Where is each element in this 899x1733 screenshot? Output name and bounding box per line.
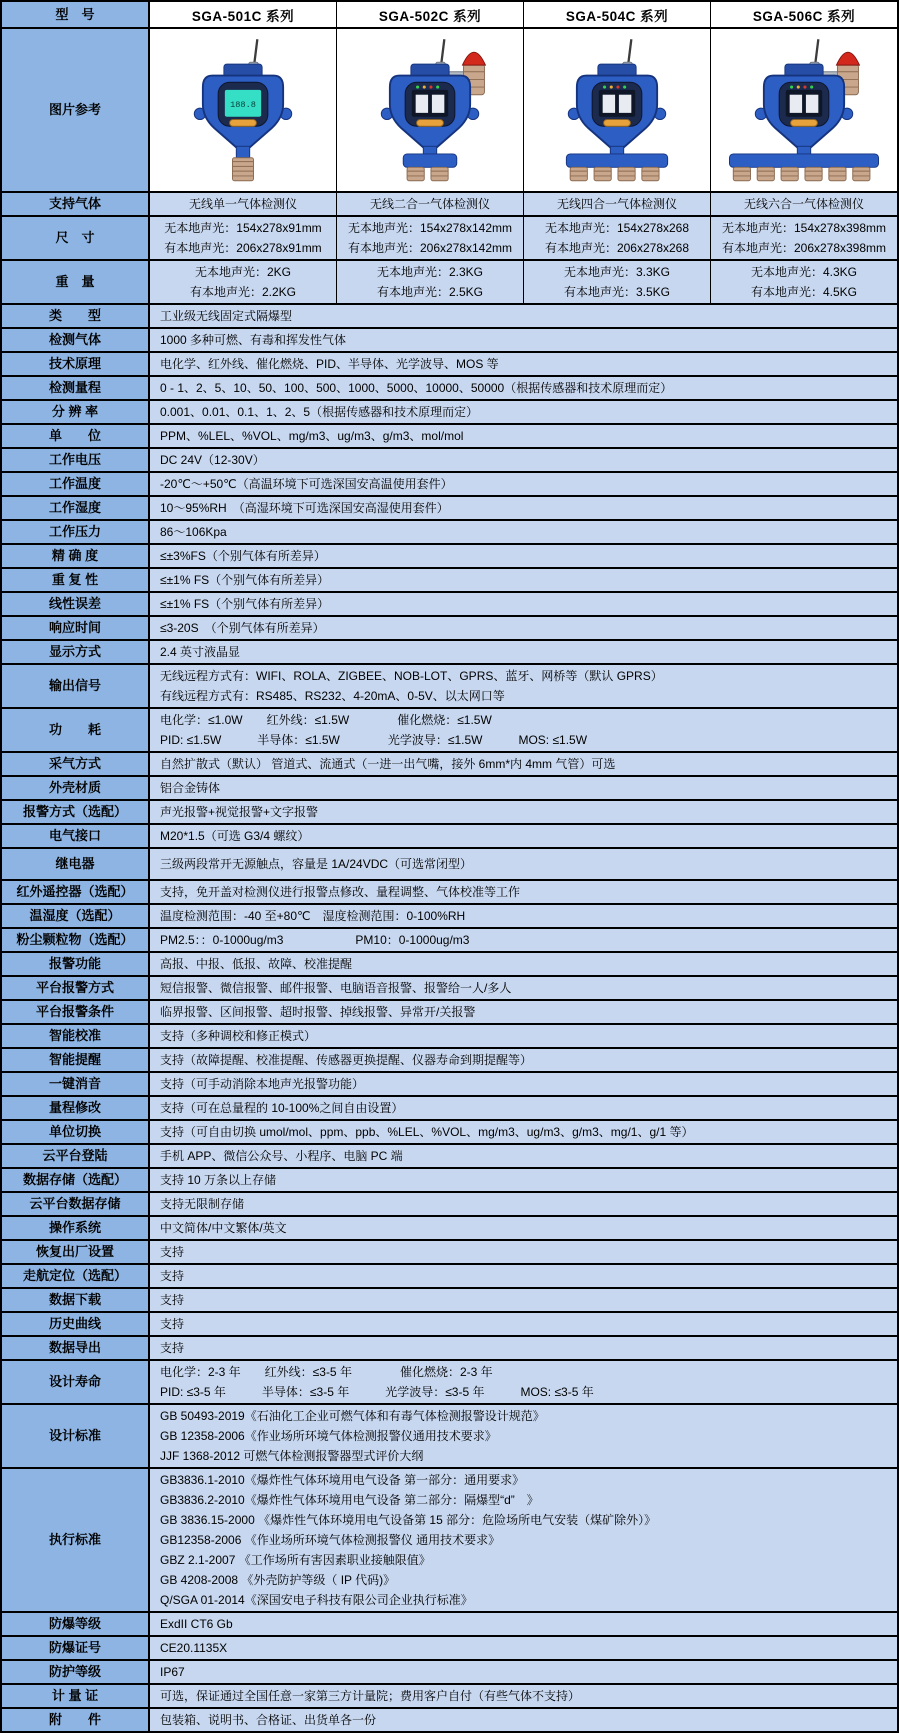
- row-label: 采气方式: [2, 753, 150, 775]
- spec-value: [150, 1097, 897, 1119]
- value-line: 无本地声光：154x278x398mm: [721, 221, 887, 235]
- model-value-cell: [337, 193, 524, 215]
- spec-value: [150, 1361, 897, 1403]
- screen-reading: 188.8: [230, 100, 256, 111]
- row-label: 粉尘颗粒物（选配）: [2, 929, 150, 951]
- row-label: 数据存储（选配）: [2, 1169, 150, 1191]
- spec-row: [2, 903, 897, 927]
- row-label: 防爆证号: [2, 1637, 150, 1659]
- spec-value: [150, 377, 897, 399]
- value-line: ExdII CT6 Gb: [160, 1617, 233, 1631]
- header-row: [2, 2, 897, 27]
- value-line: 短信报警、微信报警、邮件报警、电脑语音报警、报警给一人/多人: [160, 981, 512, 995]
- spec-row: [2, 519, 897, 543]
- value-line: 支持: [160, 1341, 185, 1355]
- model-value-cell: [524, 261, 711, 303]
- model-value-row: [2, 215, 897, 259]
- detector-head: [203, 64, 283, 150]
- value-line: 无本地声光：3.3KG: [563, 265, 671, 279]
- value-line: IP67: [160, 1665, 185, 1679]
- spec-row: [2, 999, 897, 1023]
- spec-value: [150, 1637, 897, 1659]
- value-line: 无本地声光：2KG: [194, 265, 291, 279]
- model-name-sga-504c: SGA-504C 系列: [524, 2, 711, 27]
- spec-value: [150, 641, 897, 663]
- row-label: 温湿度（选配）: [2, 905, 150, 927]
- spec-row: [2, 1263, 897, 1287]
- row-label: 显示方式: [2, 641, 150, 663]
- spec-row: [2, 1635, 897, 1659]
- spec-row: [2, 1071, 897, 1095]
- sensor-heads: [566, 154, 667, 181]
- sensor-heads: [232, 158, 253, 181]
- value-line: 0.001、0.01、0.1、1、2、5（根据传感器和技术原理而定）: [160, 405, 479, 419]
- spec-row: [2, 951, 897, 975]
- spec-row: [2, 707, 897, 751]
- row-label: 检测量程: [2, 377, 150, 399]
- value-line: 有本地声光：206x278x398mm: [721, 241, 887, 255]
- model-value-cell: [337, 261, 524, 303]
- spec-row: [2, 1659, 897, 1683]
- spec-value: [150, 1405, 897, 1467]
- row-label: 功 耗: [2, 709, 150, 751]
- device-illustration-sga-506c: [718, 37, 890, 183]
- image-row-label: 图片参考: [2, 29, 150, 191]
- value-line: Q/SGA 01-2014《深国安电子科技有限公司企业执行标准》: [160, 1593, 473, 1607]
- value-line: 支持（可在总量程的 10-100%之间自由设置）: [160, 1101, 404, 1115]
- sensor-heads: [403, 154, 457, 181]
- spec-row: [2, 1215, 897, 1239]
- manifold: [566, 154, 667, 167]
- value-line: 10～95%RH （高湿环境下可选深国安高湿使用套件）: [160, 501, 449, 515]
- value-line: 电化学：2-3 年 红外线：≤3-5 年 催化燃烧：2-3 年: [160, 1365, 493, 1379]
- row-label: 数据导出: [2, 1337, 150, 1359]
- device-illustration-sga-504c: [531, 37, 703, 183]
- value-line: GB 12358-2006《作业场所环境气体检测报警仪通用技术要求》: [160, 1429, 497, 1443]
- value-line: ≤±1% FS（个别气体有所差异）: [160, 573, 330, 587]
- value-line: GB3836.2-2010《爆炸性气体环境用电气设备 第二部分：隔爆型“d” 》: [160, 1493, 539, 1507]
- spec-row: [2, 1119, 897, 1143]
- value-line: ≤3-20S （个别气体有所差异）: [160, 621, 325, 635]
- spec-value: [150, 1289, 897, 1311]
- row-label: 技术原理: [2, 353, 150, 375]
- spec-value: [150, 425, 897, 447]
- spec-value: [150, 449, 897, 471]
- value-line: 临界报警、区间报警、超时报警、掉线报警、异常开/关报警: [160, 1005, 476, 1019]
- spec-value: [150, 777, 897, 799]
- spec-value: [150, 1217, 897, 1239]
- orange-band: [230, 120, 257, 127]
- value-line: 支持无限制存储: [160, 1197, 245, 1211]
- value-line: 有本地声光：206x278x91mm: [164, 241, 322, 255]
- spec-row: [2, 799, 897, 823]
- spec-value: [150, 1145, 897, 1167]
- model-value-cell: [150, 217, 337, 259]
- spec-value: [150, 977, 897, 999]
- model-value-cell: [524, 193, 711, 215]
- value-line: 支持（可手动消除本地声光报警功能）: [160, 1077, 365, 1091]
- device-image-cell: [524, 29, 711, 191]
- spec-value: [150, 1169, 897, 1191]
- value-line: 电化学、红外线、催化燃烧、PID、半导体、光学波导、MOS 等: [160, 357, 499, 371]
- spec-value: [150, 569, 897, 591]
- value-line: 自然扩散式（默认） 管道式、流通式（一进一出气嘴，接外 6mm*内 4mm 气管）可选: [160, 757, 616, 771]
- spec-row: [2, 1359, 897, 1403]
- row-label: 量程修改: [2, 1097, 150, 1119]
- spec-value: [150, 1049, 897, 1071]
- value-line: 高报、中报、低报、故障、校准提醒: [160, 957, 353, 971]
- device-illustration-sga-502c: [344, 37, 516, 183]
- row-label: 重 复 性: [2, 569, 150, 591]
- spec-value: [150, 497, 897, 519]
- spec-row: [2, 327, 897, 351]
- value-line: GB12358-2006 《作业场所环境气体检测报警仪 通用技术要求》: [160, 1533, 501, 1547]
- row-label: 红外遥控器（选配）: [2, 881, 150, 903]
- orange-band: [791, 120, 818, 127]
- row-label: 单位切换: [2, 1121, 150, 1143]
- spec-value: [150, 1265, 897, 1287]
- row-label: 执行标准: [2, 1469, 150, 1611]
- spec-row: [2, 567, 897, 591]
- row-label: 线性误差: [2, 593, 150, 615]
- spec-value: [150, 665, 897, 707]
- row-label: 智能提醒: [2, 1049, 150, 1071]
- row-label: 重 量: [2, 261, 150, 303]
- value-line: 声光报警+视觉报警+文字报警: [160, 805, 319, 819]
- model-value-cell: [711, 193, 897, 215]
- spec-row: [2, 879, 897, 903]
- row-label: 历史曲线: [2, 1313, 150, 1335]
- spec-value: [150, 1685, 897, 1707]
- value-line: 无本地声光：4.3KG: [750, 265, 858, 279]
- device-image-cell: [150, 29, 337, 191]
- spec-row: [2, 639, 897, 663]
- spec-row: [2, 1287, 897, 1311]
- value-line: 有线远程方式有：RS485、RS232、4-20mA、0-5V、以太网口等: [160, 689, 505, 703]
- value-line: 无线二合一气体检测仪: [369, 197, 490, 211]
- model-value-cell: [150, 193, 337, 215]
- spec-row: [2, 543, 897, 567]
- value-line: ≤±3%FS（个别气体有所差异）: [160, 549, 326, 563]
- value-line: PM2.5：：0-1000ug/m3 PM10：0-1000ug/m3: [160, 933, 470, 947]
- row-label: 工作湿度: [2, 497, 150, 519]
- spec-row: [2, 663, 897, 707]
- spec-row: [2, 447, 897, 471]
- spec-value: [150, 1661, 897, 1683]
- image-row: [2, 27, 897, 191]
- spec-value: [150, 1313, 897, 1335]
- row-label: 报警功能: [2, 953, 150, 975]
- spec-value: [150, 1073, 897, 1095]
- row-label: 尺 寸: [2, 217, 150, 259]
- row-label: 云平台数据存储: [2, 1193, 150, 1215]
- row-label: 继电器: [2, 849, 150, 879]
- spec-value: [150, 1241, 897, 1263]
- spec-row: [2, 1683, 897, 1707]
- spec-value: [150, 593, 897, 615]
- row-label: 设计标准: [2, 1405, 150, 1467]
- value-line: 无线四合一气体检测仪: [556, 197, 677, 211]
- value-line: -20℃～+50℃（高温环境下可选深国安高温使用套件）: [160, 477, 453, 491]
- value-line: 2.4 英寸液晶显: [160, 645, 241, 659]
- value-line: 1000 多种可燃、有毒和挥发性气体: [160, 333, 347, 347]
- spec-row: [2, 1023, 897, 1047]
- spec-value: [150, 753, 897, 775]
- spec-value: [150, 905, 897, 927]
- value-line: M20*1.5（可选 G3/4 螺纹）: [160, 829, 310, 843]
- value-line: PID: ≤1.5W 半导体：≤1.5W 光学波导：≤1.5W MOS: ≤1.5W: [160, 733, 588, 747]
- row-label: 支持气体: [2, 193, 150, 215]
- model-name-sga-506c: SGA-506C 系列: [711, 2, 897, 27]
- neck: [236, 146, 249, 157]
- row-label: 工作电压: [2, 449, 150, 471]
- spec-row: [2, 591, 897, 615]
- value-line: 支持（可自由切换 umol/mol、ppm、ppb、%LEL、%VOL、mg/m3、ug/m3、g/m3、mg/1、g/1 等）: [160, 1125, 694, 1139]
- spec-value: [150, 521, 897, 543]
- model-value-row: [2, 259, 897, 303]
- value-line: 有本地声光：4.5KG: [750, 285, 858, 299]
- spec-value: [150, 1337, 897, 1359]
- row-label: 平台报警条件: [2, 1001, 150, 1023]
- spec-value: [150, 1709, 897, 1731]
- row-label: 设计寿命: [2, 1361, 150, 1403]
- spec-row: [2, 1191, 897, 1215]
- value-line: 0 - 1、2、5、10、50、100、500、1000、5000、10000、50000（根据传感器和技术原理而定）: [160, 381, 673, 395]
- detector-head: [577, 64, 657, 150]
- spec-value: [150, 1001, 897, 1023]
- value-line: 支持（故障提醒、校准提醒、传感器更换提醒、仪器寿命到期提醒等）: [160, 1053, 533, 1067]
- spec-row: [2, 1167, 897, 1191]
- spec-value: [150, 401, 897, 423]
- spec-row: [2, 1143, 897, 1167]
- spec-row: [2, 1239, 897, 1263]
- row-label: 智能校准: [2, 1025, 150, 1047]
- device-image-cell: [711, 29, 897, 191]
- model-name-sga-501c: SGA-501C 系列: [150, 2, 337, 27]
- value-line: 支持: [160, 1293, 185, 1307]
- spec-value: [150, 709, 897, 751]
- value-line: 手机 APP、微信公众号、小程序、电脑 PC 端: [160, 1149, 403, 1163]
- value-line: PID: ≤3-5 年 半导体：≤3-5 年 光学波导：≤3-5 年 MOS: ≤3-5 年: [160, 1385, 594, 1399]
- spec-row: [2, 1047, 897, 1071]
- row-label: 平台报警方式: [2, 977, 150, 999]
- row-label: 操作系统: [2, 1217, 150, 1239]
- model-value-cell: [524, 217, 711, 259]
- spec-value: [150, 1613, 897, 1635]
- row-label: 云平台登陆: [2, 1145, 150, 1167]
- orange-band: [417, 120, 444, 127]
- value-line: ≤±1% FS（个别气体有所差异）: [160, 597, 330, 611]
- row-label: 响应时间: [2, 617, 150, 639]
- row-label: 计 量 证: [2, 1685, 150, 1707]
- spec-row: [2, 303, 897, 327]
- value-line: 支持: [160, 1245, 185, 1259]
- spec-row: [2, 423, 897, 447]
- value-line: CE20.1135X: [160, 1641, 228, 1655]
- spec-value: [150, 1193, 897, 1215]
- spec-value: [150, 881, 897, 903]
- row-label: 单 位: [2, 425, 150, 447]
- row-label: 精 确 度: [2, 545, 150, 567]
- value-line: 支持: [160, 1317, 185, 1331]
- spec-row: [2, 751, 897, 775]
- value-line: 有本地声光：2.5KG: [376, 285, 484, 299]
- value-line: GB 50493-2019《石油化工企业可燃气体和有毒气体检测报警设计规范》: [160, 1409, 545, 1423]
- value-line: 铝合金铸体: [160, 781, 221, 795]
- model-name-sga-502c: SGA-502C 系列: [337, 2, 524, 27]
- value-line: DC 24V（12-30V）: [160, 453, 265, 467]
- value-line: 无本地声光：2.3KG: [376, 265, 484, 279]
- value-line: 包装箱、说明书、合格证、出货单各一份: [160, 1713, 377, 1727]
- value-line: GB 4208-2008 《外壳防护等级（ IP 代码)》: [160, 1573, 396, 1587]
- row-label: 报警方式（选配）: [2, 801, 150, 823]
- spec-row: [2, 375, 897, 399]
- row-label: 走航定位（选配）: [2, 1265, 150, 1287]
- spec-row: [2, 1467, 897, 1611]
- spec-value: [150, 929, 897, 951]
- value-line: 无本地声光：154x278x142mm: [347, 221, 513, 235]
- value-line: GB3836.1-2010《爆炸性气体环境用电气设备 第一部分：通用要求》: [160, 1473, 525, 1487]
- spec-row: [2, 471, 897, 495]
- spec-row: [2, 1335, 897, 1359]
- value-line: 无本地声光：154x278x268: [544, 221, 690, 235]
- spec-value: [150, 849, 897, 879]
- spec-value: [150, 473, 897, 495]
- row-label: 外壳材质: [2, 777, 150, 799]
- value-line: 无本地声光：154x278x91mm: [164, 221, 322, 235]
- spec-row: [2, 927, 897, 951]
- value-line: 有本地声光：2.2KG: [189, 285, 297, 299]
- value-line: 三级两段常开无源触点，容量是 1A/24VDC（可选常闭型）: [160, 857, 473, 871]
- row-label: 类 型: [2, 305, 150, 327]
- value-line: JJF 1368-2012 可燃气体检测报警器型式评价大纲: [160, 1449, 424, 1463]
- spec-row: [2, 775, 897, 799]
- spec-value: [150, 1469, 897, 1611]
- device-illustration-sga-501c: [157, 37, 329, 183]
- value-line: 中文简体/中文繁体/英文: [160, 1221, 287, 1235]
- manifold: [729, 154, 878, 167]
- spec-value: [150, 1025, 897, 1047]
- value-line: 无线六合一气体检测仪: [743, 197, 864, 211]
- row-label: 恢复出厂设置: [2, 1241, 150, 1263]
- spec-row: [2, 351, 897, 375]
- device-image-cell: [337, 29, 524, 191]
- spec-value: [150, 825, 897, 847]
- value-line: 支持 10 万条以上存储: [160, 1173, 277, 1187]
- model-value-row: [2, 191, 897, 215]
- spec-value: [150, 305, 897, 327]
- row-label: 输出信号: [2, 665, 150, 707]
- model-value-cell: [337, 217, 524, 259]
- model-value-cell: [711, 217, 897, 259]
- row-label: 工作压力: [2, 521, 150, 543]
- spec-value: [150, 1121, 897, 1143]
- spec-row: [2, 823, 897, 847]
- row-label: 防护等级: [2, 1661, 150, 1683]
- value-line: 86～106Kpa: [160, 525, 227, 539]
- value-line: 有本地声光：206x278x142mm: [347, 241, 513, 255]
- spec-value: [150, 329, 897, 351]
- value-line: 支持，免开盖对检测仪进行报警点修改、量程调整、气体校准等工作: [160, 885, 521, 899]
- value-line: 无线远程方式有：WIFI、ROLA、ZIGBEE、NOB-LOT、GPRS、蓝牙、网桥等（默认 GPRS）: [160, 669, 663, 683]
- spec-row: [2, 1707, 897, 1731]
- value-line: GBZ 2.1-2007 《工作场所有害因素职业接触限值》: [160, 1553, 431, 1567]
- value-line: 有本地声光：206x278x268: [544, 241, 690, 255]
- value-line: 温度检测范围：-40 至+80℃ 湿度检测范围：0-100%RH: [160, 909, 466, 923]
- row-label: 数据下载: [2, 1289, 150, 1311]
- value-line: 无线单一气体检测仪: [188, 197, 297, 211]
- row-label: 附 件: [2, 1709, 150, 1731]
- value-line: 可选，保证通过全国任意一家第三方计量院；费用客户自付（有些气体不支持）: [160, 1689, 581, 1703]
- spec-value: [150, 353, 897, 375]
- value-line: 支持（多种调校和修正模式）: [160, 1029, 317, 1043]
- spec-row: [2, 1311, 897, 1335]
- spec-value: [150, 545, 897, 567]
- row-label: 电气接口: [2, 825, 150, 847]
- row-label: 防爆等级: [2, 1613, 150, 1635]
- spec-row: [2, 1095, 897, 1119]
- spec-row: [2, 615, 897, 639]
- manifold: [403, 154, 457, 167]
- value-line: 支持: [160, 1269, 185, 1283]
- spec-row: [2, 1403, 897, 1467]
- value-line: PPM、%LEL、%VOL、mg/m3、ug/m3、g/m3、mol/mol: [160, 429, 464, 443]
- row-label: 分 辨 率: [2, 401, 150, 423]
- spec-value: [150, 953, 897, 975]
- detector-head: [390, 64, 470, 150]
- value-line: 电化学：≤1.0W 红外线：≤1.5W 催化燃烧：≤1.5W: [160, 713, 492, 727]
- sensor-heads: [729, 154, 878, 181]
- row-label: 一键消音: [2, 1073, 150, 1095]
- value-line: 工业级无线固定式隔爆型: [160, 309, 293, 323]
- spec-row: [2, 975, 897, 999]
- value-line: 有本地声光：3.5KG: [563, 285, 671, 299]
- spec-row: [2, 495, 897, 519]
- row-label: 工作温度: [2, 473, 150, 495]
- spec-row: [2, 399, 897, 423]
- spec-value: [150, 617, 897, 639]
- spec-value: [150, 801, 897, 823]
- row-label: 检测气体: [2, 329, 150, 351]
- model-value-cell: [711, 261, 897, 303]
- spec-row: [2, 1611, 897, 1635]
- spec-row: [2, 847, 897, 879]
- model-value-cell: [150, 261, 337, 303]
- spec-rows-container: [2, 191, 897, 1731]
- orange-band: [604, 120, 631, 127]
- header-model-label: 型 号: [2, 2, 150, 27]
- value-line: GB 3836.15-2000 《爆炸性气体环境用电气设备第 15 部分：危险场所电气安装（煤矿除外）》: [160, 1513, 657, 1527]
- detector-head: [764, 64, 844, 150]
